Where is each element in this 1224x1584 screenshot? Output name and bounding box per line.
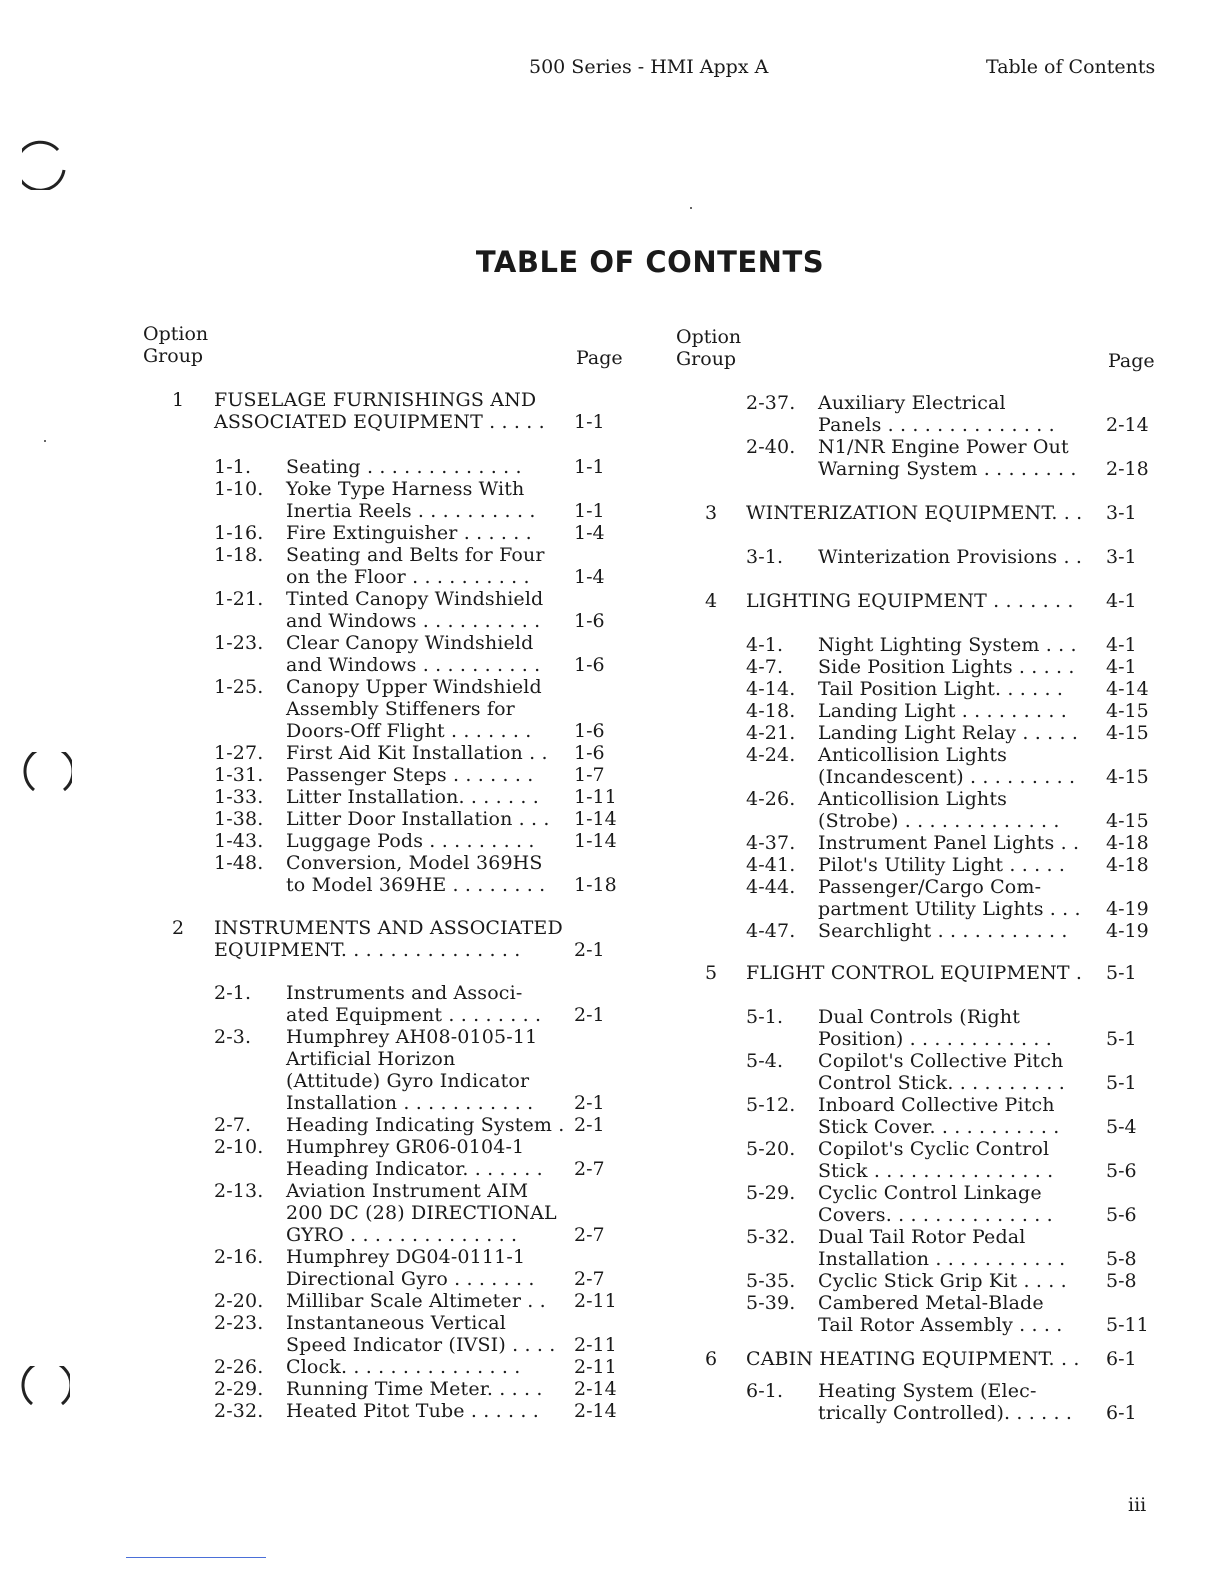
option-group-number: 5 bbox=[705, 962, 718, 984]
toc-entry-text: Litter Installation. . . . . . . bbox=[286, 786, 539, 808]
section-number: 2-10. bbox=[214, 1136, 264, 1158]
toc-entry-text: (Strobe) . . . . . . . . . . . . . bbox=[818, 810, 1060, 832]
toc-page-number: 2-1 bbox=[574, 1004, 605, 1026]
section-number: 2-20. bbox=[214, 1290, 264, 1312]
toc-page-number: 4-15 bbox=[1106, 722, 1149, 744]
toc-entry-text: (Attitude) Gyro Indicator bbox=[286, 1070, 530, 1092]
toc-entry-text: Instruments and Associ- bbox=[286, 982, 523, 1004]
toc-entry-text: Installation . . . . . . . . . . . bbox=[818, 1248, 1066, 1270]
toc-entry-text: EQUIPMENT. . . . . . . . . . . . . . . bbox=[214, 939, 521, 961]
toc-entry-text: trically Controlled). . . . . . bbox=[818, 1402, 1073, 1424]
toc-page-number: 4-15 bbox=[1106, 700, 1149, 722]
section-number: 5-39. bbox=[746, 1292, 796, 1314]
toc-page-number: 5-6 bbox=[1106, 1160, 1137, 1182]
toc-entry-text: Stick . . . . . . . . . . . . . . . bbox=[818, 1160, 1054, 1182]
toc-entry-text: Control Stick. . . . . . . . . . bbox=[818, 1072, 1065, 1094]
toc-entry-text: Millibar Scale Altimeter . . bbox=[286, 1290, 546, 1312]
toc-entry-text: Litter Door Installation . . . bbox=[286, 808, 550, 830]
section-number: 2-40. bbox=[746, 436, 796, 458]
toc-page-number: 2-18 bbox=[1106, 458, 1149, 480]
toc-entry-text: WINTERIZATION EQUIPMENT. . . bbox=[746, 502, 1083, 524]
section-number: 1-16. bbox=[214, 522, 264, 544]
toc-entry-text: Humphrey AH08-0105-11 bbox=[286, 1026, 538, 1048]
toc-entry-text: Heated Pitot Tube . . . . . . bbox=[286, 1400, 539, 1422]
toc-page-number: 5-1 bbox=[1106, 1072, 1137, 1094]
toc-entry-text: Night Lighting System . . . bbox=[818, 634, 1077, 656]
toc-page-number: 4-15 bbox=[1106, 766, 1149, 788]
toc-page-number: 1-11 bbox=[574, 786, 617, 808]
toc-entry-text: Tail Rotor Assembly . . . . bbox=[818, 1314, 1063, 1336]
toc-entry-text: Auxiliary Electrical bbox=[818, 392, 1006, 414]
option-group-number: 2 bbox=[172, 917, 185, 939]
toc-page-number: 1-1 bbox=[574, 500, 605, 522]
toc-entry-text: Instantaneous Vertical bbox=[286, 1312, 506, 1334]
column-header-option: Option bbox=[143, 323, 209, 345]
section-number: 4-1. bbox=[746, 634, 784, 656]
toc-entry-text: Position) . . . . . . . . . . . . bbox=[818, 1028, 1052, 1050]
toc-page-number: 5-6 bbox=[1106, 1204, 1137, 1226]
section-number: 1-1. bbox=[214, 456, 252, 478]
section-number: 4-26. bbox=[746, 788, 796, 810]
punch-hole bbox=[20, 1366, 70, 1416]
section-number: 4-44. bbox=[746, 876, 796, 898]
toc-page-number: 4-19 bbox=[1106, 920, 1149, 942]
section-number: 2-1. bbox=[214, 982, 252, 1004]
toc-entry-text: FUSELAGE FURNISHINGS AND bbox=[214, 389, 537, 411]
toc-page-number: 2-11 bbox=[574, 1290, 617, 1312]
section-number: 1-25. bbox=[214, 676, 264, 698]
toc-entry-text: on the Floor . . . . . . . . . . bbox=[286, 566, 530, 588]
toc-entry-text: Heating System (Elec- bbox=[818, 1380, 1037, 1402]
toc-entry-text: First Aid Kit Installation . . bbox=[286, 742, 548, 764]
toc-entry-text: Speed Indicator (IVSI) . . . . bbox=[286, 1334, 556, 1356]
section-number: 1-33. bbox=[214, 786, 264, 808]
toc-entry-text: and Windows . . . . . . . . . . bbox=[286, 654, 541, 676]
toc-entry-text: Anticollision Lights bbox=[818, 788, 1008, 810]
column-header-group: Group bbox=[676, 348, 737, 370]
toc-page-number: 4-18 bbox=[1106, 854, 1149, 876]
toc-entry-text: Fire Extinguisher . . . . . . bbox=[286, 522, 532, 544]
toc-entry-text: Cambered Metal-Blade bbox=[818, 1292, 1044, 1314]
toc-page-number: 5-1 bbox=[1106, 1028, 1137, 1050]
toc-entry-text: Conversion, Model 369HS bbox=[286, 852, 543, 874]
toc-page-number: 1-6 bbox=[574, 610, 605, 632]
toc-page-number: 5-8 bbox=[1106, 1270, 1137, 1292]
option-group-number: 6 bbox=[705, 1348, 718, 1370]
section-number: 1-21. bbox=[214, 588, 264, 610]
toc-entry-text: Anticollision Lights bbox=[818, 744, 1008, 766]
toc-entry-text: Clear Canopy Windshield bbox=[286, 632, 534, 654]
toc-entry-text: Landing Light Relay . . . . . bbox=[818, 722, 1079, 744]
toc-page-number: 1-7 bbox=[574, 764, 605, 786]
toc-entry-text: Dual Controls (Right bbox=[818, 1006, 1020, 1028]
toc-entry-text: Cyclic Control Linkage bbox=[818, 1182, 1042, 1204]
section-number: 6-1. bbox=[746, 1380, 784, 1402]
toc-entry-text: Pilot's Utility Light . . . . . bbox=[818, 854, 1066, 876]
toc-entry-text: Passenger Steps . . . . . . . bbox=[286, 764, 534, 786]
toc-entry-text: CABIN HEATING EQUIPMENT. . . bbox=[746, 1348, 1080, 1370]
toc-page-number: 5-1 bbox=[1106, 962, 1137, 984]
toc-page-number: 2-1 bbox=[574, 1114, 605, 1136]
toc-entry-text: Humphrey GR06-0104-1 bbox=[286, 1136, 525, 1158]
toc-page-number: 1-4 bbox=[574, 566, 605, 588]
toc-page-number: 1-1 bbox=[574, 456, 605, 478]
toc-page-number: 4-14 bbox=[1106, 678, 1149, 700]
toc-entry-text: Running Time Meter. . . . . bbox=[286, 1378, 543, 1400]
toc-page-number: 1-14 bbox=[574, 808, 617, 830]
toc-page-number: 2-7 bbox=[574, 1224, 605, 1246]
section-number: 1-43. bbox=[214, 830, 264, 852]
toc-page-number: 2-1 bbox=[574, 939, 605, 961]
section-number: 5-32. bbox=[746, 1226, 796, 1248]
toc-page-number: 5-4 bbox=[1106, 1116, 1137, 1138]
toc-entry-text: GYRO . . . . . . . . . . . . . . bbox=[286, 1224, 518, 1246]
column-header-group: Group bbox=[143, 345, 204, 367]
section-number: 5-35. bbox=[746, 1270, 796, 1292]
section-number: 2-7. bbox=[214, 1114, 252, 1136]
toc-page-number: 5-11 bbox=[1106, 1314, 1149, 1336]
toc-page-number: 2-7 bbox=[574, 1268, 605, 1290]
column-header-page: Page bbox=[576, 347, 623, 369]
toc-entry-text: partment Utility Lights . . . bbox=[818, 898, 1081, 920]
speck bbox=[690, 207, 692, 209]
section-number: 5-12. bbox=[746, 1094, 796, 1116]
section-number: 4-21. bbox=[746, 722, 796, 744]
toc-entry-text: Humphrey DG04-0111-1 bbox=[286, 1246, 526, 1268]
toc-entry-text: Landing Light . . . . . . . . . bbox=[818, 700, 1067, 722]
toc-entry-text: LIGHTING EQUIPMENT . . . . . . . bbox=[746, 590, 1074, 612]
toc-page-number: 4-1 bbox=[1106, 656, 1137, 678]
toc-page-number: 2-11 bbox=[574, 1334, 617, 1356]
toc-entry-text: Stick Cover. . . . . . . . . . . bbox=[818, 1116, 1060, 1138]
toc-entry-text: Aviation Instrument AIM bbox=[286, 1180, 529, 1202]
toc-entry-text: Inertia Reels . . . . . . . . . . bbox=[286, 500, 536, 522]
toc-entry-text: Yoke Type Harness With bbox=[286, 478, 525, 500]
toc-entry-text: Tail Position Light. . . . . . bbox=[818, 678, 1064, 700]
toc-page-number: 2-14 bbox=[1106, 414, 1149, 436]
section-number: 2-23. bbox=[214, 1312, 264, 1334]
toc-entry-text: Winterization Provisions . . bbox=[818, 546, 1083, 568]
section-number: 2-13. bbox=[214, 1180, 264, 1202]
toc-entry-text: Searchlight . . . . . . . . . . . bbox=[818, 920, 1068, 942]
toc-entry-text: N1/NR Engine Power Out bbox=[818, 436, 1069, 458]
toc-page-number: 4-15 bbox=[1106, 810, 1149, 832]
option-group-number: 3 bbox=[705, 502, 718, 524]
toc-entry-text: Heading Indicating System . bbox=[286, 1114, 565, 1136]
toc-page-number: 1-18 bbox=[574, 874, 617, 896]
toc-entry-text: Tinted Canopy Windshield bbox=[286, 588, 544, 610]
toc-entry-text: Copilot's Cyclic Control bbox=[818, 1138, 1050, 1160]
toc-page-number: 4-1 bbox=[1106, 634, 1137, 656]
toc-entry-text: Canopy Upper Windshield bbox=[286, 676, 542, 698]
toc-page-number: 4-18 bbox=[1106, 832, 1149, 854]
section-number: 2-16. bbox=[214, 1246, 264, 1268]
toc-entry-text: FLIGHT CONTROL EQUIPMENT . bbox=[746, 962, 1083, 984]
column-header-page: Page bbox=[1108, 350, 1155, 372]
toc-page-number: 1-6 bbox=[574, 742, 605, 764]
toc-entry-text: Passenger/Cargo Com- bbox=[818, 876, 1042, 898]
section-number: 2-32. bbox=[214, 1400, 264, 1422]
section-number: 4-14. bbox=[746, 678, 796, 700]
section-number: 1-27. bbox=[214, 742, 264, 764]
toc-entry-text: and Windows . . . . . . . . . . bbox=[286, 610, 541, 632]
section-number: 5-20. bbox=[746, 1138, 796, 1160]
toc-entry-text: Cyclic Stick Grip Kit . . . . bbox=[818, 1270, 1067, 1292]
toc-page-number: 4-19 bbox=[1106, 898, 1149, 920]
toc-entry-text: to Model 369HE . . . . . . . . bbox=[286, 874, 546, 896]
section-number: 1-48. bbox=[214, 852, 264, 874]
toc-entry-text: Copilot's Collective Pitch bbox=[818, 1050, 1064, 1072]
section-number: 4-7. bbox=[746, 656, 784, 678]
toc-page-number: 6-1 bbox=[1106, 1348, 1137, 1370]
section-number: 5-29. bbox=[746, 1182, 796, 1204]
section-number: 5-1. bbox=[746, 1006, 784, 1028]
column-header-option: Option bbox=[676, 326, 742, 348]
toc-page-number: 1-6 bbox=[574, 720, 605, 742]
toc-entry-text: ated Equipment . . . . . . . . bbox=[286, 1004, 542, 1026]
toc-page-number: 3-1 bbox=[1106, 546, 1137, 568]
toc-page-number: 1-4 bbox=[574, 522, 605, 544]
toc-page-number: 1-6 bbox=[574, 654, 605, 676]
section-number: 1-31. bbox=[214, 764, 264, 786]
toc-page-number: 2-14 bbox=[574, 1400, 617, 1422]
toc-entry-text: (Incandescent) . . . . . . . . . bbox=[818, 766, 1076, 788]
toc-entry-text: Panels . . . . . . . . . . . . . . bbox=[818, 414, 1055, 436]
toc-entry-text: Instrument Panel Lights . . bbox=[818, 832, 1080, 854]
toc-page-number: 4-1 bbox=[1106, 590, 1137, 612]
toc-entry-text: Warning System . . . . . . . . bbox=[818, 458, 1077, 480]
toc-entry-text: Dual Tail Rotor Pedal bbox=[818, 1226, 1026, 1248]
toc-entry-text: Covers. . . . . . . . . . . . . . bbox=[818, 1204, 1053, 1226]
section-number: 4-24. bbox=[746, 744, 796, 766]
section-number: 4-37. bbox=[746, 832, 796, 854]
toc-entry-text: Directional Gyro . . . . . . . bbox=[286, 1268, 535, 1290]
toc-page-number: 2-14 bbox=[574, 1378, 617, 1400]
toc-entry-text: Installation . . . . . . . . . . . bbox=[286, 1092, 534, 1114]
page-header-right: Table of Contents bbox=[986, 56, 1156, 78]
toc-entry-text: Inboard Collective Pitch bbox=[818, 1094, 1055, 1116]
toc-page-number: 6-1 bbox=[1106, 1402, 1137, 1424]
section-number: 3-1. bbox=[746, 546, 784, 568]
page-number: iii bbox=[1128, 1494, 1147, 1516]
toc-entry-text: Artificial Horizon bbox=[286, 1048, 456, 1070]
toc-entry-text: Heading Indicator. . . . . . . bbox=[286, 1158, 543, 1180]
section-number: 4-18. bbox=[746, 700, 796, 722]
toc-page-number: 1-14 bbox=[574, 830, 617, 852]
punch-hole bbox=[22, 752, 72, 802]
toc-entry-text: ASSOCIATED EQUIPMENT . . . . . bbox=[214, 411, 545, 433]
toc-entry-text: Seating and Belts for Four bbox=[286, 544, 545, 566]
section-number: 1-23. bbox=[214, 632, 264, 654]
toc-page-number: 2-1 bbox=[574, 1092, 605, 1114]
section-number: 2-3. bbox=[214, 1026, 252, 1048]
toc-page-number: 5-8 bbox=[1106, 1248, 1137, 1270]
section-number: 1-10. bbox=[214, 478, 264, 500]
toc-entry-text: 200 DC (28) DIRECTIONAL bbox=[286, 1202, 557, 1224]
toc-entry-text: Seating . . . . . . . . . . . . . bbox=[286, 456, 522, 478]
page-title: TABLE OF CONTENTS bbox=[475, 245, 825, 279]
option-group-number: 1 bbox=[172, 389, 185, 411]
toc-page-number: 2-7 bbox=[574, 1158, 605, 1180]
rule-line bbox=[126, 1557, 266, 1558]
section-number: 1-18. bbox=[214, 544, 264, 566]
toc-entry-text: Side Position Lights . . . . . bbox=[818, 656, 1075, 678]
section-number: 4-41. bbox=[746, 854, 796, 876]
toc-page-number: 1-1 bbox=[574, 411, 605, 433]
section-number: 4-47. bbox=[746, 920, 796, 942]
section-number: 5-4. bbox=[746, 1050, 784, 1072]
toc-page-number: 2-11 bbox=[574, 1356, 617, 1378]
section-number: 2-37. bbox=[746, 392, 796, 414]
speck bbox=[44, 440, 46, 442]
toc-page-number: 3-1 bbox=[1106, 502, 1137, 524]
option-group-number: 4 bbox=[705, 590, 718, 612]
toc-entry-text: Doors-Off Flight . . . . . . . bbox=[286, 720, 532, 742]
toc-entry-text: INSTRUMENTS AND ASSOCIATED bbox=[214, 917, 563, 939]
section-number: 2-26. bbox=[214, 1356, 264, 1378]
toc-entry-text: Luggage Pods . . . . . . . . . bbox=[286, 830, 535, 852]
section-number: 1-38. bbox=[214, 808, 264, 830]
section-number: 2-29. bbox=[214, 1378, 264, 1400]
page-header-center: 500 Series - HMI Appx A bbox=[529, 56, 769, 78]
punch-hole bbox=[22, 140, 72, 190]
toc-entry-text: Clock. . . . . . . . . . . . . . . bbox=[286, 1356, 521, 1378]
toc-entry-text: Assembly Stiffeners for bbox=[286, 698, 515, 720]
